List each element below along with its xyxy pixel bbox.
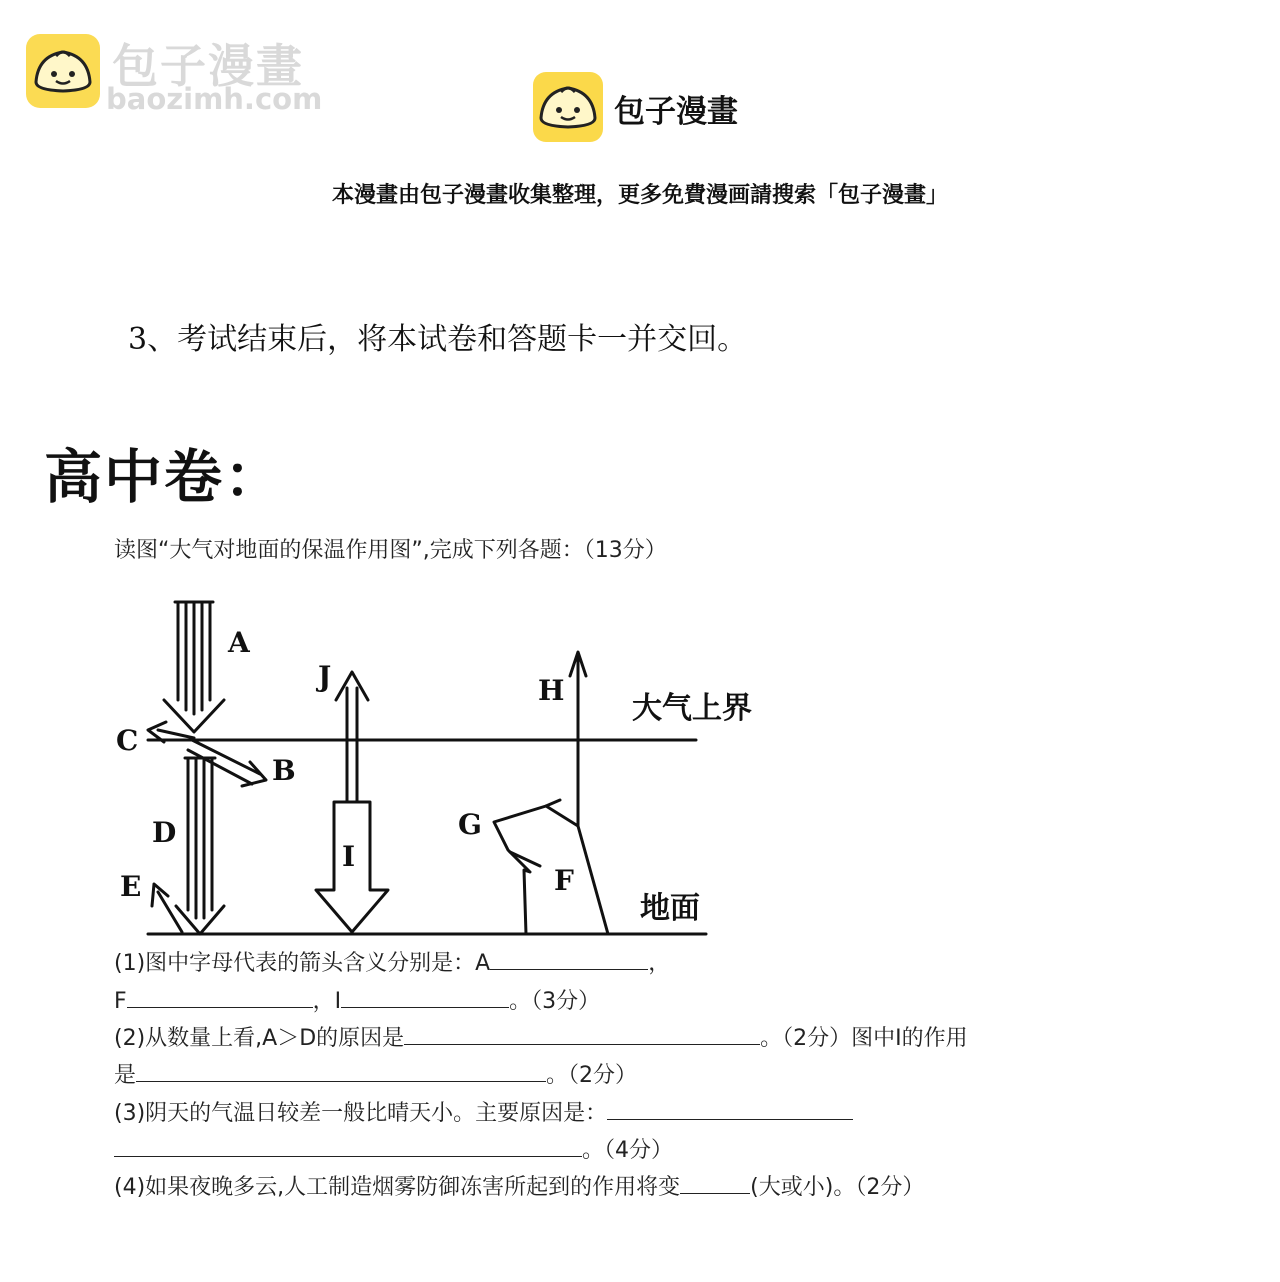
question-1-line-1 [114,946,670,977]
answer-blank-i[interactable] [341,987,509,1008]
answer-blank-q3-a[interactable] [607,1099,853,1120]
collection-notice: 本漫畫由包子漫畫收集整理，更多免費漫画請搜索「包子漫畫」 [331,183,948,208]
label-d: D [152,816,177,849]
watermark-title: 包子漫畫 [112,39,304,93]
label-c: C [116,724,139,757]
label-b: B [272,754,296,787]
label-top-boundary: 大气上界 [632,691,752,726]
question-1-i-label: ，I [312,989,342,1014]
arrow-b-scattering [188,740,266,786]
question-1-f-label: F [114,989,127,1014]
question-intro: 读图“大气对地面的保温作用图”,完成下列各题：（13分） [114,538,667,563]
label-g: G [458,808,482,841]
label-i: I [342,840,356,873]
label-f: F [554,864,574,897]
answer-blank-f[interactable] [127,987,313,1008]
question-2-line-1 [114,1021,968,1052]
answer-blank-a[interactable] [490,949,648,970]
exam-instruction: 3、考试结束后，将本试卷和答题卡一并交回。 [128,322,748,357]
question-1-text: (1)图中字母代表的箭头含义分别是：A [114,951,491,976]
question-3-score: 。（4分） [582,1138,673,1163]
question-1-line-2 [114,984,600,1015]
atmosphere-insulation-diagram [100,590,820,940]
question-3-line-2 [114,1133,673,1164]
question-3-text: (3)阴天的气温日较差一般比晴天小。主要原因是： [114,1101,608,1126]
question-4-line-1 [114,1170,924,1201]
question-3-line-1 [114,1096,853,1127]
punctuation: ， [648,951,671,976]
answer-blank-q2-function[interactable] [136,1061,546,1082]
answer-blank-q4[interactable] [680,1173,750,1194]
label-ground: 地面 [640,891,700,926]
answer-blank-q3-b[interactable] [114,1136,582,1157]
baozi-logo-icon [533,72,603,142]
question-4-text: (4)如果夜晚多云,人工制造烟雾防御冻害所起到的作用将变 [114,1175,681,1200]
section-title: 高中卷： [44,443,285,511]
baozi-watermark-logo-icon [26,34,100,108]
question-4-score: (大或小)。（2分） [750,1175,925,1200]
question-1-score: 。（3分） [509,989,601,1014]
label-j: J [318,660,332,693]
answer-blank-q2-reason[interactable] [404,1024,760,1045]
question-2-line-2 [114,1058,637,1089]
question-2-text-2: 是 [114,1063,137,1088]
arrow-f-g-ground-radiation [494,800,608,934]
arrow-j-upward [336,672,368,802]
arrow-d-ground-radiation [176,758,224,934]
label-e: E [120,870,142,903]
watermark-url: baozimh.com [106,82,323,116]
brand-name: 包子漫畫 [614,94,738,130]
label-a: A [228,626,250,659]
question-2-score-2: 。（2分） [546,1063,638,1088]
question-2-score: 。（2分）图中I的作用 [760,1026,968,1051]
label-h: H [538,674,565,707]
arrow-a-solar-radiation [164,602,224,732]
question-2-text: (2)从数量上看,A＞D的原因是 [114,1026,405,1051]
